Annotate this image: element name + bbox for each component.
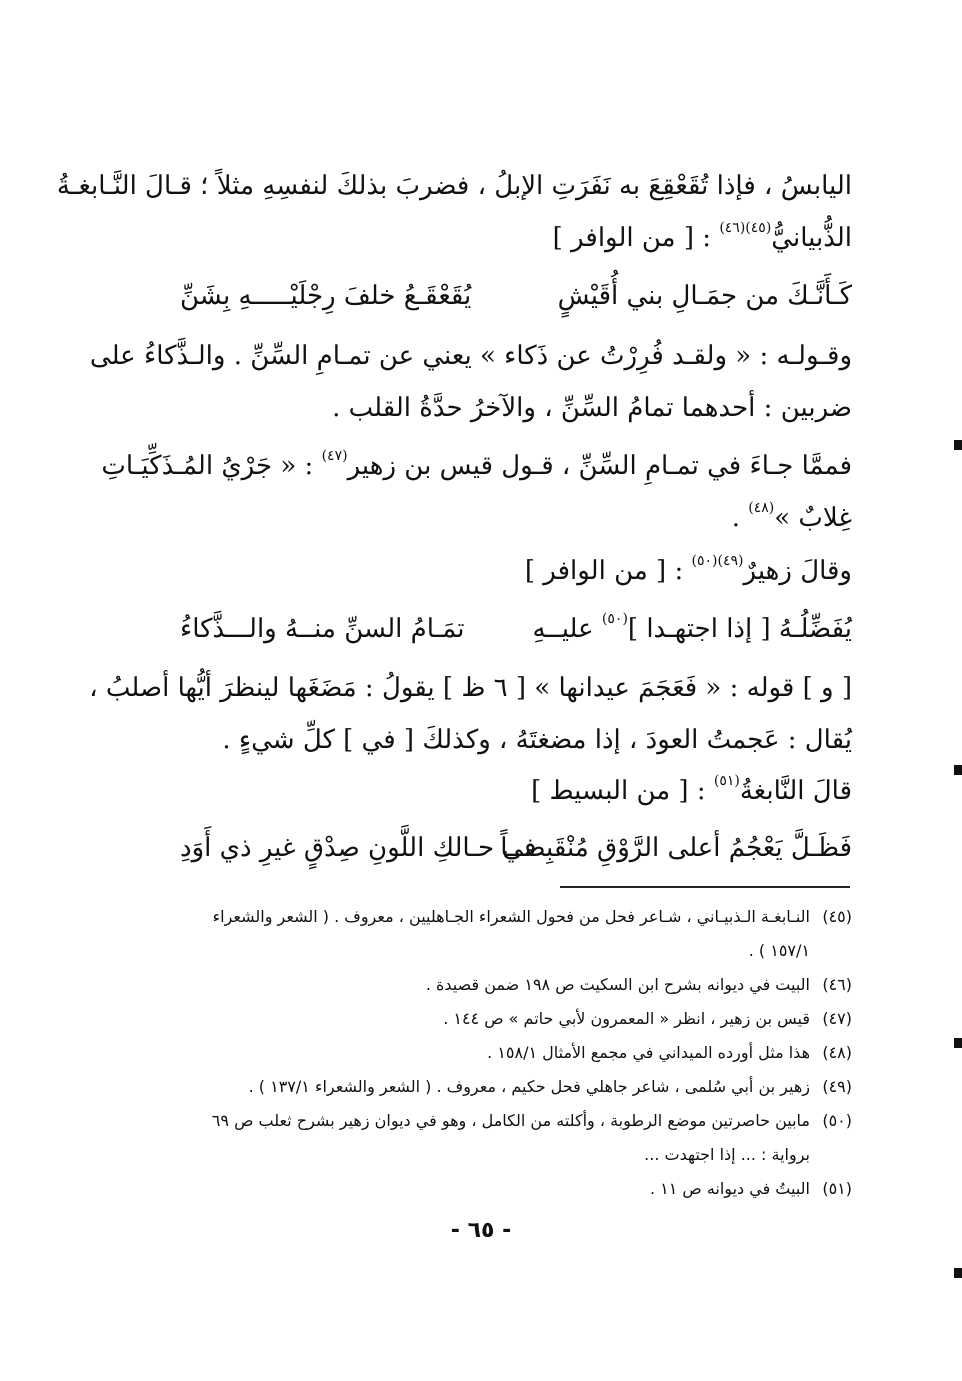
footnote-text: قيس بن زهير ، انظر « المعمرون لأبي حاتم » ص ١٤٤ .: [443, 1009, 810, 1028]
nabigha-intro-2: [180, 765, 852, 817]
hemistich-left: يُقَعْقَـعُ خلفَ رِجْلَيْـــــهِ بِشَنِّ: [180, 281, 472, 311]
paragraph-dhaka-explanation: [89, 330, 852, 434]
footnote-separator: [560, 886, 850, 888]
footnote-reference: (٤٨): [748, 500, 775, 516]
text-segment: غِلابٌ »: [774, 503, 852, 533]
hemistich-right: [533, 603, 852, 655]
text-line: [180, 492, 852, 544]
text-segment: فممَّا جـاءَ في تمـامِ السِّنِّ ، قـول قيس بن زهير: [347, 451, 852, 481]
footnote-reference: (٤٥)(٤٦): [719, 220, 772, 236]
text-line: [180, 765, 852, 817]
scan-margin-mark: [954, 440, 962, 450]
footnote-text: ١٥٧/١ ) .: [748, 941, 810, 960]
text-line: [180, 212, 852, 264]
text-segment: يُفَضِّلُـهُ [ إذا اجتهـدا ]: [627, 614, 852, 644]
scan-margin-mark: [954, 1038, 962, 1048]
footnote-item: [172, 900, 852, 968]
meter-label: : [ من الوافر ]: [524, 556, 692, 586]
text-segment: وقالَ زهيرٌ: [743, 556, 852, 586]
footnote-item: [172, 968, 852, 1002]
footnote-reference: (٤٩)(٥٠): [691, 553, 744, 569]
text-segment: الذُّبيانيُّ: [771, 223, 852, 253]
meter-label: : [ من الوافر ]: [552, 223, 720, 253]
footnotes-section: [172, 900, 852, 1206]
text-line: [180, 545, 852, 597]
text-segment: عليــهِ: [532, 614, 602, 644]
footnote-number: (٤٧): [822, 1009, 852, 1028]
poem-verse-1: [180, 270, 852, 322]
hemistich-left: في حـالكِ اللَّونِ صِدْقٍ غيرِ ذي أَوَدِ: [180, 833, 537, 863]
footnote-number: (٤٦): [822, 975, 852, 994]
text-segment: : « جَرْيُ المُـذَكِّيَـاتِ: [101, 451, 322, 481]
paragraph-ajama-explanation: [89, 662, 852, 766]
footnote-item: [172, 1002, 852, 1036]
footnote-reference: (٤٧): [321, 448, 348, 464]
text-segment: قالَ النَّابغةُ: [739, 776, 852, 806]
footnote-text: البيت في ديوانه بشرح ابن السكيت ص ١٩٨ ضمن قصيدة .: [425, 975, 810, 994]
footnote-number: (٥٠): [822, 1111, 852, 1130]
scan-margin-mark: [954, 1268, 962, 1278]
footnote-text: زهير بن أبي سُلمى ، شاعر جاهلي فحل حكيم ، معروف . ( الشعر والشعراء ١٣٧/١ ) .: [248, 1077, 810, 1096]
footnote-reference: (٥١): [713, 773, 740, 789]
text-line: ضربين : أحدهما تمامُ السِّنِّ ، والآخرُ حدَّةُ القلب .: [332, 393, 852, 423]
poem-verse-2: [180, 603, 852, 655]
footnote-item: [172, 1104, 852, 1172]
text-line: وقـولـه : « ولقـد فُرِرْتُ عن ذَكاء » يعني عن تمـامِ السِّنِّ . والـذَّكاءُ على: [89, 341, 852, 371]
footnote-text: برواية : ... إذا اجتهدت ...: [644, 1145, 810, 1164]
footnote-text: مابين حاصرتين موضع الرطوبة ، وأكلته من الكامل ، وهو في ديوان زهير بشرح ثعلب ص ٦٩: [211, 1111, 810, 1130]
text-line: يُقال : عَجمتُ العودَ ، إذا مضغتَهُ ، وكذلكَ [ في ] كلِّ شيءٍ .: [222, 725, 852, 755]
text-segment: .: [731, 503, 749, 533]
meter-label: : [ من البسيط ]: [531, 776, 714, 806]
footnote-number: (٤٩): [822, 1077, 852, 1096]
hemistich-right: فَظَـلَّ يَعْجُمُ أعلى الرَّوْقِ مُنْقَبِضــاً: [500, 833, 852, 863]
footnote-item: [172, 1172, 852, 1206]
hemistich-right: كَـأَنَّـكَ من جمَـالِ بني أُقَيْشٍ: [557, 281, 852, 311]
footnote-item: [172, 1070, 852, 1104]
text-line: [ و ] قوله : « فَعَجَمَ عيدانها » [ ٦ ظ ] يقولُ : مَضَغَها لينظرَ أيُّها أصلبُ ،: [89, 673, 852, 703]
page-number: - ٦٥ -: [450, 1218, 512, 1243]
text-line: اليابسُ ، فإذا تُقَعْقِعَ به نَفَرَتِ الإبلُ ، فضربَ بذلكَ لنفسِهِ مثلاً ؛ قـالَ النَّـابغـةُ: [56, 171, 852, 201]
footnote-reference: (٥٠): [601, 611, 628, 627]
footnote-text: البيتُ في ديوانه ص ١١ .: [649, 1179, 810, 1198]
footnote-number: (٥١): [822, 1179, 852, 1198]
footnote-number: (٤٨): [822, 1043, 852, 1062]
paragraph-qays-quote: [101, 440, 852, 544]
hemistich-left: تمَـامُ السنِّ منــهُ والـــذَّكاءُ: [180, 614, 465, 644]
scan-margin-mark: [954, 765, 962, 775]
text-line: [101, 440, 852, 492]
footnote-text: هذا مثل أورده الميداني في مجمع الأمثال ١٥٨/١ .: [487, 1043, 810, 1062]
footnote-text: النـابغـة الـذبيـاني ، شـاعر فحل من فحول الشعراء الجـاهليين ، معروف . ( الشعر والشعراء: [212, 907, 810, 926]
paragraph-nabigha-intro: [56, 160, 852, 264]
poem-verse-3: [180, 822, 852, 874]
footnote-number: (٤٥): [822, 907, 852, 926]
footnote-item: [172, 1036, 852, 1070]
zuhayr-intro: [180, 545, 852, 597]
